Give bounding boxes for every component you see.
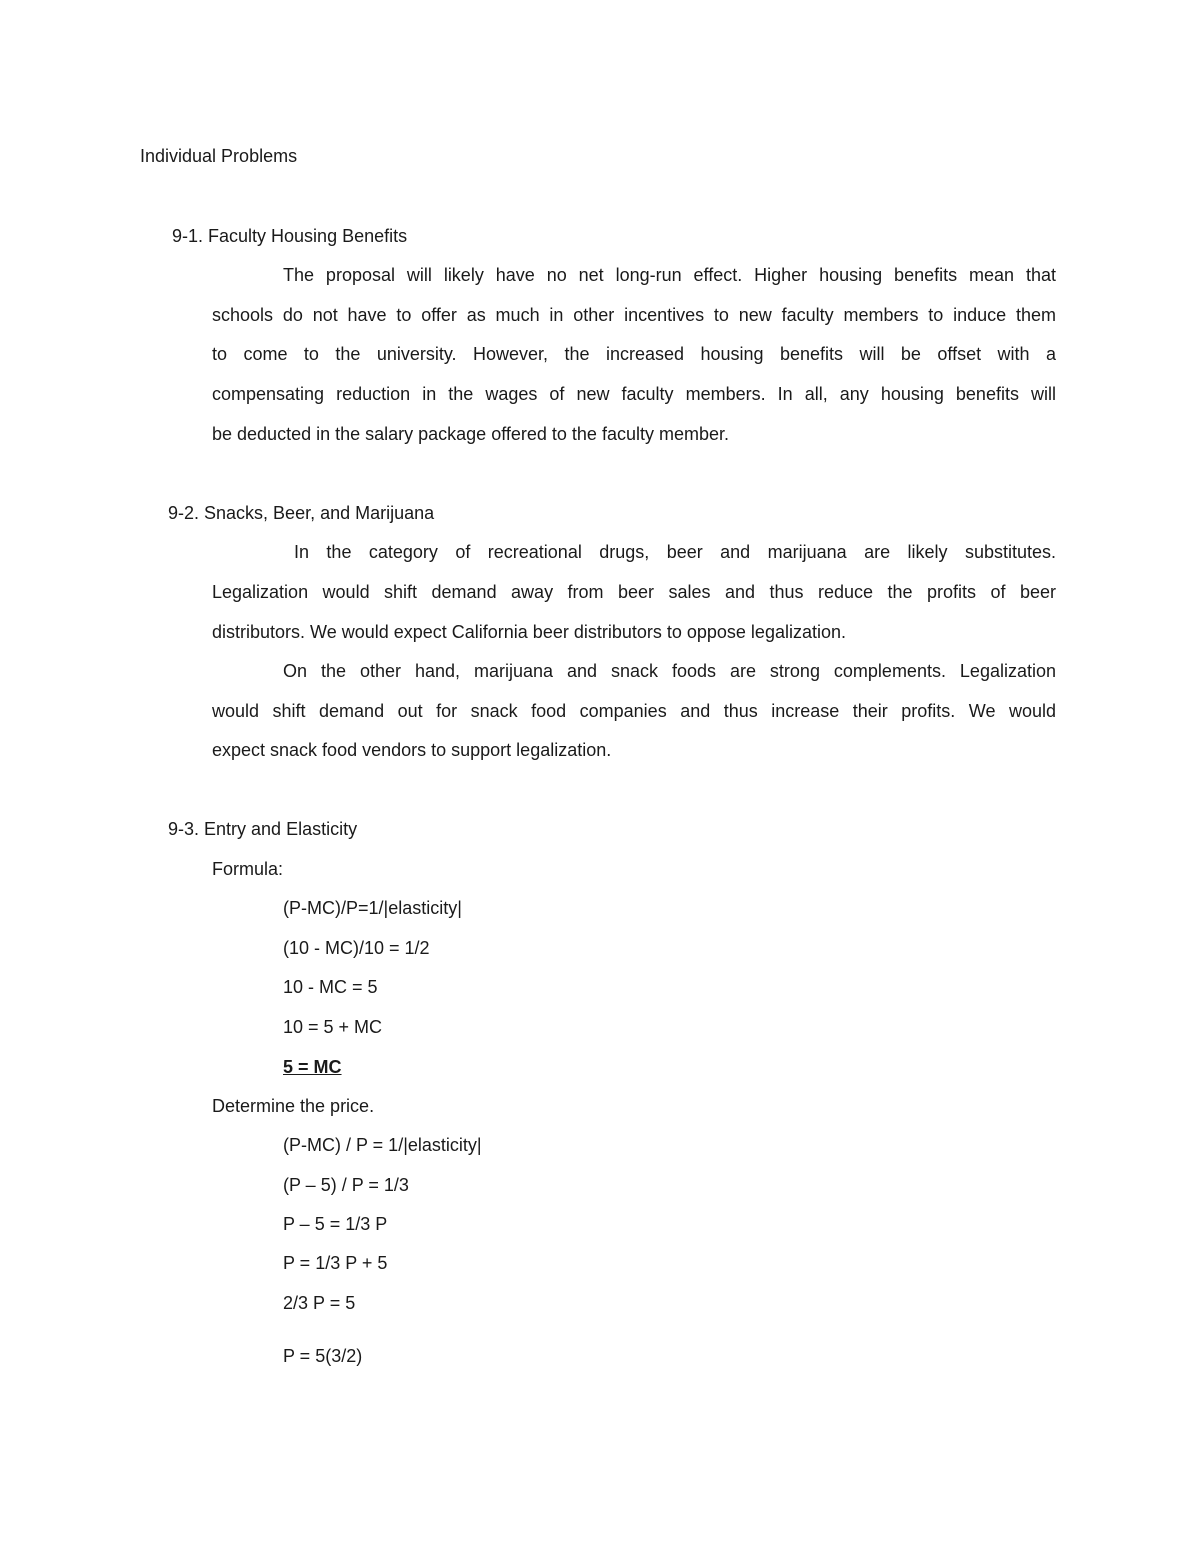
problem-1-line-5: be deducted in the salary package offered to the faculty member. bbox=[212, 424, 729, 444]
problem-3-heading: 9-3. Entry and Elasticity bbox=[168, 819, 358, 839]
formula-step-2: (10 - MC)/10 = 1/2 bbox=[283, 938, 430, 958]
price-step-1: (P-MC) / P = 1/|elasticity| bbox=[283, 1135, 482, 1155]
formula-step-3: 10 - MC = 5 bbox=[283, 977, 378, 997]
document-title: Individual Problems bbox=[140, 146, 298, 166]
formula-label: Formula: bbox=[212, 859, 284, 879]
formula-step-1: (P-MC)/P=1/|elasticity| bbox=[283, 898, 462, 918]
price-step-6: P = 5(3/2) bbox=[283, 1346, 363, 1366]
problem-2-para2-line-1: On the other hand, marijuana and snack foods are strong complements. Legalization bbox=[283, 661, 1056, 681]
problem-2-heading: 9-2. Snacks, Beer, and Marijuana bbox=[168, 503, 435, 523]
price-step-5: 2/3 P = 5 bbox=[283, 1293, 356, 1313]
problem-1-heading: 9-1. Faculty Housing Benefits bbox=[172, 226, 408, 246]
problem-1-line-4: compensating reduction in the wages of new faculty members. In all, any housing benefits will bbox=[212, 384, 1056, 404]
price-step-3: P – 5 = 1/3 P bbox=[283, 1214, 388, 1234]
problem-2-para1-line-1: In the category of recreational drugs, beer and marijuana are likely substitutes. bbox=[294, 542, 1056, 562]
price-label: Determine the price. bbox=[212, 1096, 375, 1116]
problem-1-line-1: The proposal will likely have no net long-run effect. Higher housing benefits mean that bbox=[283, 265, 1056, 285]
formula-step-4: 10 = 5 + MC bbox=[283, 1017, 383, 1037]
price-step-4: P = 1/3 P + 5 bbox=[283, 1253, 388, 1273]
problem-2-para1-line-2: Legalization would shift demand away from beer sales and thus reduce the profits of beer bbox=[212, 582, 1056, 602]
price-step-2: (P – 5) / P = 1/3 bbox=[283, 1175, 409, 1195]
problem-2-para1-line-3: distributors. We would expect California beer distributors to oppose legalization. bbox=[212, 622, 846, 642]
problem-1-line-3: to come to the university. However, the increased housing benefits will be offset with a bbox=[212, 344, 1056, 364]
problem-2-para2-line-2: would shift demand out for snack food companies and thus increase their profits. We would bbox=[212, 701, 1056, 721]
formula-result: 5 = MC bbox=[283, 1057, 342, 1077]
problem-2-para2-line-3: expect snack food vendors to support legalization. bbox=[212, 740, 612, 760]
problem-1-line-2: schools do not have to offer as much in other incentives to new faculty members to induce them bbox=[212, 305, 1056, 325]
